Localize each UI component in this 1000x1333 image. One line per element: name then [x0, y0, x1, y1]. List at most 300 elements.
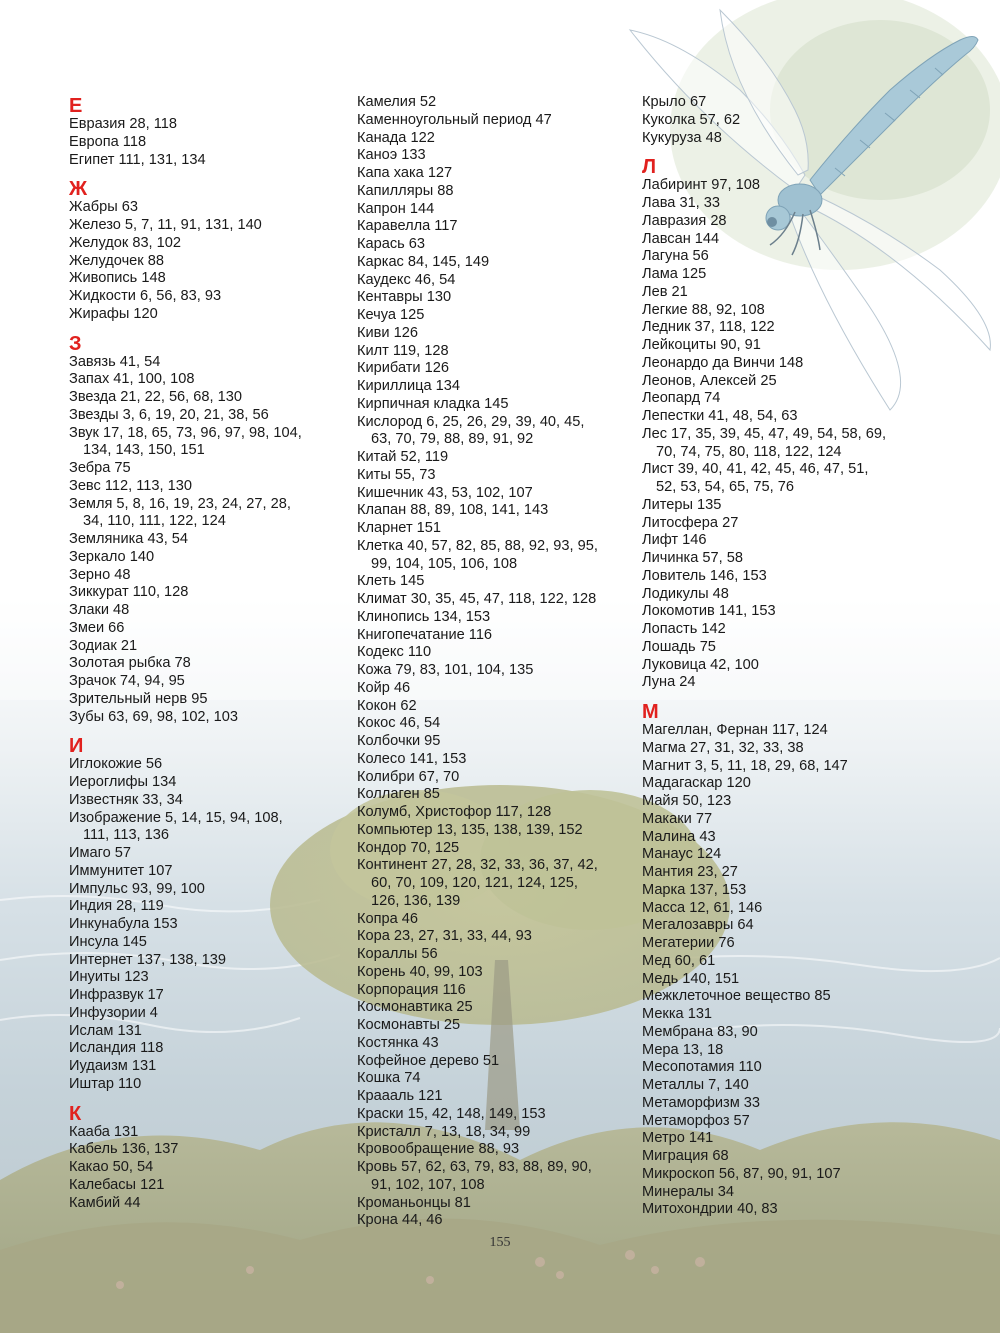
- index-entry: [642, 1166, 912, 1184]
- index-entry-text: Мегатерии 76: [642, 935, 735, 951]
- index-entry-text: Иглокожие 56: [69, 756, 163, 773]
- index-entry: [357, 254, 627, 272]
- index-entry: [642, 461, 912, 497]
- index-entry-text: Кораллы 56: [357, 946, 438, 962]
- index-entry: [357, 928, 627, 946]
- index-entry-text: Канада 122: [357, 129, 435, 146]
- index-entry: [357, 1053, 627, 1071]
- index-entry-text: Жабры 63: [69, 199, 139, 216]
- index-entry: [642, 900, 912, 918]
- index-entry: [357, 1106, 627, 1124]
- index-entry-text: Кора 23, 27, 31, 33, 44, 93: [357, 928, 532, 945]
- index-entry-text: Метаморфизм 33: [642, 1094, 761, 1111]
- index-entry: [357, 999, 627, 1017]
- index-entry-text: Климат 30, 35, 45, 47, 118, 122, 128: [357, 591, 597, 607]
- index-entry-text: Лава 31, 33: [642, 195, 721, 211]
- index-entry: [69, 602, 339, 620]
- index-entry: [69, 916, 339, 934]
- index-entry-text: Малина 43: [642, 828, 716, 845]
- index-entry-text: Корень 40, 99, 103: [357, 963, 483, 980]
- index-entry-text: Звезда 21, 22, 56, 68, 130: [69, 389, 242, 405]
- index-entry-continuation: 126, 136, 139: [371, 892, 461, 909]
- index-entry: [69, 1058, 339, 1076]
- index-entry: [642, 1201, 912, 1219]
- index-entry: [642, 775, 912, 793]
- index-entry: [357, 1195, 627, 1213]
- index-entry-text: Краски 15, 42, 148, 149, 153: [357, 1105, 546, 1122]
- index-entry: [69, 567, 339, 585]
- index-entry-text: Магеллан, Фернан 117, 124: [642, 722, 828, 738]
- index-entry-continuation: 63, 70, 79, 88, 89, 91, 92: [371, 431, 534, 448]
- index-entry-text: Манаус 124: [642, 846, 722, 863]
- section-letter: З: [69, 332, 82, 355]
- index-entry-text: Инкунабула 153: [69, 916, 178, 932]
- index-entry: [357, 573, 627, 591]
- index-entry-text: Кларнет 151: [357, 520, 442, 536]
- index-entry: [357, 289, 627, 307]
- index-entry-text: Космонавтика 25: [357, 999, 473, 1016]
- index-entry-text: Желудочек 88: [69, 252, 164, 269]
- index-entry: [642, 639, 912, 657]
- index-entry-text: Митохондрии 40, 83: [642, 1201, 778, 1218]
- index-entry-text: Золотая рыбка 78: [69, 655, 191, 672]
- index-entry: [357, 964, 627, 982]
- index-entry: [357, 236, 627, 254]
- index-entry: [357, 715, 627, 733]
- index-entry: [69, 691, 339, 709]
- index-entry-text: Инуиты 123: [69, 969, 149, 986]
- index-entry: [642, 603, 912, 621]
- section-letter: И: [69, 735, 84, 758]
- index-entry: [69, 425, 339, 461]
- index-entry: [642, 758, 912, 776]
- index-entry-text: Крыло 67: [642, 94, 707, 110]
- index-entry-text: Каудекс 46, 54: [357, 271, 456, 288]
- index-entry: [642, 864, 912, 882]
- index-entry: [642, 1130, 912, 1148]
- index-entry-text: Майя 50, 123: [642, 793, 732, 809]
- index-entry: [642, 1113, 912, 1131]
- index-entry-text: Лавразия 28: [642, 212, 727, 229]
- index-entry: [357, 1159, 627, 1195]
- index-entry: [357, 786, 627, 804]
- index-entry-text: Лама 125: [642, 266, 707, 282]
- index-entry: [357, 449, 627, 467]
- index-entry-text: Индия 28, 119: [69, 898, 164, 915]
- index-entry: [642, 266, 912, 284]
- index-entry-text: Лифт 146: [642, 532, 707, 549]
- index-entry-text: Килт 119, 128: [357, 342, 449, 359]
- index-entry: [357, 165, 627, 183]
- index-entry: [642, 408, 912, 426]
- index-entry-text: Клеть 145: [357, 573, 425, 590]
- index-entry: [69, 531, 339, 549]
- index-entry-text: Лагуна 56: [642, 248, 709, 265]
- index-entry: [357, 112, 627, 130]
- index-entry-continuation: 99, 104, 105, 106, 108: [371, 555, 518, 572]
- index-entry-text: Зрительный нерв 95: [69, 690, 208, 707]
- index-entry: [642, 740, 912, 758]
- index-entry: [642, 1148, 912, 1166]
- index-entry-text: Жидкости 6, 56, 83, 93: [69, 288, 222, 304]
- index-entry-text: Звезды 3, 6, 19, 20, 21, 38, 56: [69, 406, 269, 423]
- index-entry-text: Каравелла 117: [357, 218, 458, 235]
- index-entry: [357, 218, 627, 236]
- index-entry-text: Марка 137, 153: [642, 881, 747, 898]
- index-entry-text: Метаморфоз 57: [642, 1112, 750, 1129]
- index-entry: [642, 1006, 912, 1024]
- index-entry-text: Зодиак 21: [69, 637, 138, 654]
- index-entry-text: Колумб, Христофор 117, 128: [357, 804, 552, 820]
- index-entry-text: Капа хака 127: [357, 165, 453, 181]
- index-entry: [357, 627, 627, 645]
- index-entry: [642, 390, 912, 408]
- index-entry-text: Иудаизм 131: [69, 1058, 157, 1074]
- index-entry-text: Кабель 136, 137: [69, 1141, 179, 1158]
- index-entry-text: Кишечник 43, 53, 102, 107: [357, 484, 533, 501]
- index-entry-text: Лес 17, 35, 39, 45, 47, 49, 54, 58, 69,: [642, 425, 887, 442]
- index-entry-text: Земля 5, 8, 16, 19, 23, 24, 27, 28,: [69, 495, 291, 512]
- index-entry: [69, 620, 339, 638]
- index-entry: [69, 389, 339, 407]
- section-letter: Е: [69, 95, 83, 117]
- index-entry: [357, 698, 627, 716]
- index-entry: [642, 846, 912, 864]
- index-entry-continuation: 111, 113, 136: [83, 827, 170, 844]
- index-entry-continuation: 34, 110, 111, 122, 124: [83, 513, 226, 530]
- index-entry-text: Кондор 70, 125: [357, 839, 460, 856]
- index-entry-text: Метро 141: [642, 1130, 714, 1147]
- index-entry: [642, 1024, 912, 1042]
- index-entry: [642, 674, 912, 692]
- index-entry: [357, 360, 627, 378]
- index-entry-text: Кристалл 7, 13, 18, 34, 99: [357, 1123, 531, 1140]
- index-entry-text: Книгопечатание 116: [357, 626, 493, 643]
- index-entry: [357, 485, 627, 503]
- index-entry: [69, 199, 339, 217]
- index-entry-text: Зиккурат 110, 128: [69, 584, 189, 601]
- index-entry-text: Ловитель 146, 153: [642, 567, 767, 584]
- index-entry: [642, 971, 912, 989]
- index-entry-text: Камелия 52: [357, 94, 437, 110]
- index-entry-text: Литеры 135: [642, 496, 722, 513]
- index-entry: [642, 302, 912, 320]
- index-entry-text: Евразия 28, 118: [69, 116, 177, 132]
- index-entry-text: Межклеточное вещество 85: [642, 988, 831, 1005]
- index-entry: [69, 863, 339, 881]
- index-entry: [69, 134, 339, 152]
- index-entry: [357, 840, 627, 858]
- index-entry-text: Ледник 37, 118, 122: [642, 319, 775, 336]
- index-entry: [357, 467, 627, 485]
- index-entry: [69, 288, 339, 306]
- index-entry: [642, 177, 912, 195]
- index-entry-text: Макаки 77: [642, 810, 713, 827]
- index-entry-text: Леонардо да Винчи 148: [642, 354, 804, 371]
- index-entry-text: Кокон 62: [357, 697, 417, 714]
- index-entry-text: Колибри 67, 70: [357, 768, 460, 785]
- index-entry: [642, 722, 912, 740]
- index-entry: [642, 231, 912, 249]
- index-entry-text: Европа 118: [69, 133, 147, 150]
- index-entry: [69, 1023, 339, 1041]
- index-entry: [69, 1141, 339, 1159]
- index-entry: [69, 969, 339, 987]
- index-entry: [642, 621, 912, 639]
- section-letter: М: [642, 701, 659, 723]
- index-entry: [357, 769, 627, 787]
- index-entry-text: Инсула 145: [69, 933, 147, 950]
- index-entry: [357, 147, 627, 165]
- index-entry: [69, 584, 339, 602]
- index-entry: [642, 829, 912, 847]
- index-entry: [69, 845, 339, 863]
- index-entry-text: Жирафы 120: [69, 305, 158, 322]
- index-entry-text: Легкие 88, 92, 108: [642, 301, 765, 318]
- index-entry: [69, 952, 339, 970]
- index-entry: [69, 306, 339, 324]
- index-entry: [357, 94, 627, 112]
- index-entry: [642, 1184, 912, 1202]
- index-entry: [69, 709, 339, 727]
- index-entry-text: Инфразвук 17: [69, 987, 164, 1003]
- index-entry: [357, 946, 627, 964]
- index-entry: [357, 680, 627, 698]
- index-entry: [69, 1040, 339, 1058]
- index-entry-text: Зеркало 140: [69, 548, 155, 565]
- index-entry: [642, 1077, 912, 1095]
- index-entry-text: Желудок 83, 102: [69, 234, 182, 251]
- index-entry: [642, 917, 912, 935]
- index-entry: [69, 1005, 339, 1023]
- index-entry-text: Кирпичная кладка 145: [357, 395, 509, 412]
- index-entry: [357, 307, 627, 325]
- index-entry-text: Миграция 68: [642, 1148, 729, 1164]
- index-entry-text: Кошка 74: [357, 1070, 421, 1087]
- index-entry-text: Исландия 118: [69, 1040, 164, 1057]
- index-entry-text: Кааба 131: [69, 1123, 139, 1140]
- index-entry-text: Кислород 6, 25, 26, 29, 39, 40, 45,: [357, 413, 585, 430]
- index-entry-text: Мекка 131: [642, 1006, 713, 1022]
- index-entry-text: Имаго 57: [69, 845, 132, 861]
- index-entry-text: Лабиринт 97, 108: [642, 177, 760, 194]
- index-entry: [69, 460, 339, 478]
- index-entry-text: Куколка 57, 62: [642, 111, 741, 128]
- index-entry-text: Клапан 88, 89, 108, 141, 143: [357, 502, 549, 519]
- index-entry-text: Камбий 44: [69, 1194, 141, 1211]
- index-entry-text: Лев 21: [642, 283, 688, 300]
- index-entry: [69, 810, 339, 846]
- index-entry-text: Зрачок 74, 94, 95: [69, 673, 185, 689]
- index-entry: [69, 354, 339, 372]
- index-entry: [642, 319, 912, 337]
- index-entry-text: Костянка 43: [357, 1034, 439, 1051]
- index-entry-text: Зубы 63, 69, 98, 102, 103: [69, 708, 239, 725]
- index-entry-text: Каркас 84, 145, 149: [357, 253, 490, 270]
- index-entry-text: Мегалозавры 64: [642, 917, 754, 934]
- index-entry: [69, 116, 339, 134]
- index-entry: [642, 532, 912, 550]
- index-entry-text: Калебасы 121: [69, 1176, 165, 1193]
- index-entry-text: Кровообращение 88, 93: [357, 1141, 520, 1158]
- index-entry-text: Каменноугольный период 47: [357, 111, 552, 128]
- index-entry: [357, 396, 627, 414]
- index-entry-text: Карась 63: [357, 236, 426, 252]
- index-entry: [69, 638, 339, 656]
- index-entry: [69, 655, 339, 673]
- index-entry: [357, 982, 627, 1000]
- index-entry-text: Иммунитет 107: [69, 862, 173, 879]
- index-entry: [642, 882, 912, 900]
- index-entry: [642, 811, 912, 829]
- section-letter: Ж: [69, 178, 88, 201]
- index-entry-text: Клинопись 134, 153: [357, 608, 491, 625]
- index-entry-text: Минералы 34: [642, 1183, 735, 1200]
- index-entry-text: Какао 50, 54: [69, 1159, 154, 1175]
- index-entry-text: Кирибати 126: [357, 360, 449, 377]
- index-entry: [357, 343, 627, 361]
- index-entry: [357, 1141, 627, 1159]
- index-entry-text: Микроскоп 56, 87, 90, 91, 107: [642, 1165, 841, 1182]
- index-entry: [69, 987, 339, 1005]
- index-entry: [69, 407, 339, 425]
- index-entry: [642, 1095, 912, 1113]
- index-entry: [642, 497, 912, 515]
- index-entry-text: Ислам 131: [69, 1022, 142, 1039]
- index-entry-text: Зевс 112, 113, 130: [69, 477, 192, 494]
- index-entry-text: Луковица 42, 100: [642, 656, 759, 673]
- index-entry: [357, 201, 627, 219]
- index-entry-text: Кокос 46, 54: [357, 715, 441, 732]
- index-entry: [69, 253, 339, 271]
- index-entry-text: Корпорация 116: [357, 981, 466, 998]
- index-entry-text: Мадагаскар 120: [642, 775, 751, 792]
- index-entry-text: Колесо 141, 153: [357, 750, 467, 767]
- index-entry-text: Кофейное дерево 51: [357, 1052, 500, 1069]
- index-entry: [357, 1124, 627, 1142]
- index-entry: [357, 733, 627, 751]
- index-entry: [642, 94, 912, 112]
- index-entry-text: Мембрана 83, 90: [642, 1023, 758, 1040]
- index-entry: [69, 1159, 339, 1177]
- index-entry-text: Завязь 41, 54: [69, 353, 161, 370]
- index-entry: [69, 496, 339, 532]
- index-entry-text: Запах 41, 100, 108: [69, 371, 195, 388]
- index-entry: [357, 502, 627, 520]
- index-entry-text: Койр 46: [357, 679, 411, 696]
- index-entry: [357, 520, 627, 538]
- index-entry-text: Иштар 110: [69, 1075, 142, 1092]
- index-column-3: [642, 94, 912, 1219]
- index-entry-text: Железо 5, 7, 11, 91, 131, 140: [69, 217, 262, 233]
- index-entry: [357, 1088, 627, 1106]
- index-entry-text: Крона 44, 46: [357, 1212, 443, 1229]
- index-entry-text: Кентавры 130: [357, 289, 452, 306]
- section-letter: Л: [642, 156, 657, 179]
- index-entry-text: Китай 52, 119: [357, 449, 449, 465]
- index-entry: [642, 988, 912, 1006]
- index-entry: [642, 568, 912, 586]
- index-entry: [642, 586, 912, 604]
- index-entry-text: Лист 39, 40, 41, 42, 45, 46, 47, 51,: [642, 461, 869, 478]
- index-entry-text: Иероглифы 134: [69, 774, 177, 790]
- index-entry: [357, 325, 627, 343]
- index-entry-text: Лошадь 75: [642, 638, 716, 655]
- index-entry: [69, 881, 339, 899]
- index-entry-text: Континент 27, 28, 32, 33, 36, 37, 42,: [357, 857, 598, 874]
- index-entry-text: Интернет 137, 138, 139: [69, 951, 226, 968]
- index-entry-text: Известняк 33, 34: [69, 791, 183, 808]
- index-entry: [642, 935, 912, 953]
- index-entry: [357, 183, 627, 201]
- index-entry-text: Кириллица 134: [357, 378, 460, 394]
- index-entry: [642, 248, 912, 266]
- index-entry-text: Инфузории 4: [69, 1004, 158, 1021]
- index-entry: [357, 378, 627, 396]
- index-entry: [69, 371, 339, 389]
- index-entry-continuation: 70, 74, 75, 80, 118, 122, 124: [656, 443, 842, 460]
- index-entry: [642, 355, 912, 373]
- index-entry-text: Личинка 57, 58: [642, 550, 743, 566]
- index-entry: [357, 911, 627, 929]
- index-entry-text: Изображение 5, 14, 15, 94, 108,: [69, 809, 283, 826]
- index-entry: [69, 270, 339, 288]
- index-entry-text: Кроманьонцы 81: [357, 1194, 471, 1211]
- index-entry: [357, 538, 627, 574]
- index-entry: [69, 673, 339, 691]
- index-entry-text: Каноэ 133: [357, 147, 426, 164]
- index-entry-text: Медь 140, 151: [642, 970, 740, 987]
- index-entry: [642, 550, 912, 568]
- index-entry-text: Леопард 74: [642, 390, 721, 407]
- index-entry: [357, 644, 627, 662]
- index-entry-text: Месопотамия 110: [642, 1059, 762, 1076]
- index-entry: [357, 751, 627, 769]
- index-entry: [69, 1195, 339, 1213]
- index-entry: [69, 1124, 339, 1142]
- page-number: 155: [489, 1235, 511, 1250]
- index-entry: [69, 792, 339, 810]
- index-entry-text: Кровь 57, 62, 63, 79, 83, 88, 89, 90,: [357, 1159, 592, 1175]
- index-entry: [357, 804, 627, 822]
- index-entry-text: Импульс 93, 99, 100: [69, 880, 205, 897]
- index-entry-text: Луна 24: [642, 674, 696, 691]
- index-entry-text: Капилляры 88: [357, 182, 454, 199]
- index-entry-text: Капрон 144: [357, 200, 435, 217]
- index-entry: [642, 426, 912, 462]
- index-entry-text: Живопись 148: [69, 270, 166, 287]
- index-entry-text: Киви 126: [357, 324, 418, 341]
- index-entry-text: Лейкоциты 90, 91: [642, 337, 761, 353]
- index-entry: [357, 1017, 627, 1035]
- index-entry: [357, 591, 627, 609]
- index-entry: [69, 1177, 339, 1195]
- index-entry: [642, 657, 912, 675]
- index-entry-text: Кукуруза 48: [642, 129, 722, 146]
- index-entry-text: Зерно 48: [69, 566, 131, 583]
- index-entry: [69, 549, 339, 567]
- index-entry-text: Киты 55, 73: [357, 466, 436, 483]
- index-entry-text: Кодекс 110: [357, 644, 432, 661]
- index-entry-text: Мед 60, 61: [642, 952, 716, 969]
- index-entry-text: Лавсан 144: [642, 230, 720, 247]
- index-entry: [357, 822, 627, 840]
- index-entry-text: Кожа 79, 83, 101, 104, 135: [357, 662, 534, 678]
- index-entry: [69, 235, 339, 253]
- index-entry-text: Краааль 121: [357, 1088, 443, 1104]
- index-entry: [357, 414, 627, 450]
- index-entry: [642, 373, 912, 391]
